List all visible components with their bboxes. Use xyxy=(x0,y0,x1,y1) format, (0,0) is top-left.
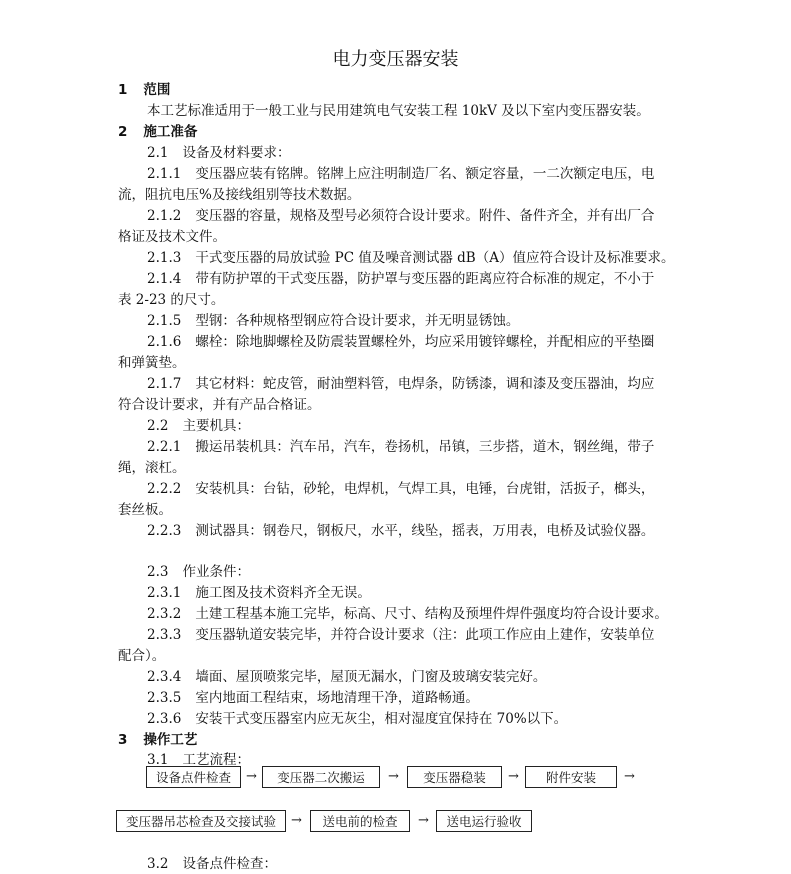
clause-2-1-7-line1 xyxy=(147,375,654,393)
subsection-2-1 xyxy=(147,144,290,162)
subsection-2-3 xyxy=(147,563,250,581)
clause-text: 设备点件检查： xyxy=(182,856,277,872)
section-2-heading xyxy=(118,123,197,141)
clause-text: 搬运吊装机具：汽车吊，汽车，卷扬机，吊镇，三步搭，道木，钢丝绳，带子 xyxy=(195,439,655,455)
clause-2-1-2-line1 xyxy=(147,207,654,225)
section-title: 施工准备 xyxy=(143,124,198,140)
clause-2-3-3-line1 xyxy=(147,626,654,644)
clause-number: 2.3.6 xyxy=(147,711,182,727)
clause-text: 墙面、屋顶喷浆完毕，屋顶无漏水，门窗及玻璃安装完好。 xyxy=(195,669,547,685)
clause-number: 2.1.6 xyxy=(147,334,182,350)
clause-number: 2.3.2 xyxy=(147,606,182,622)
clause-2-2-2-line2: 套丝板。 xyxy=(118,502,172,518)
clause-text: 变压器轨道安装完毕，并符合设计要求（注：此项工作应由上建作，安装单位 xyxy=(195,627,655,643)
clause-number: 2.3.1 xyxy=(147,585,182,601)
clause-number: 2.1.1 xyxy=(147,166,182,182)
clause-number: 3.1 xyxy=(147,752,169,768)
clause-2-1-5 xyxy=(147,312,519,330)
clause-2-1-4-line2: 表 2-23 的尺寸。 xyxy=(118,292,225,308)
clause-number: 3.2 xyxy=(147,856,169,872)
clause-text: 干式变压器的局放试验 PC 值及噪音测试器 dB（A）值应符合设计及标准要求。 xyxy=(195,250,675,266)
flow-arrow-icon: → xyxy=(388,769,399,784)
clause-text: 其它材料：蛇皮管，耐油塑料管，电焊条，防锈漆，调和漆及变压器油，均应 xyxy=(195,376,655,392)
clause-2-1-7-line2: 符合设计要求，并有产品合格证。 xyxy=(118,397,321,413)
clause-number: 2.3.5 xyxy=(147,690,182,706)
section-1-heading xyxy=(118,81,170,99)
clause-text: 安装机具：台钻，砂轮，电焊机，气焊工具，电锤，台虎钳，活扳子，榔头， xyxy=(195,481,655,497)
clause-2-3-1 xyxy=(147,584,371,602)
clause-2-3-5 xyxy=(147,689,479,707)
clause-text: 设备及材料要求： xyxy=(182,145,291,161)
clause-text: 螺栓：除地脚螺栓及防震装置螺栓外，均应采用镀锌螺栓，并配相应的平垫圈 xyxy=(195,334,655,350)
section-3-heading xyxy=(118,731,197,749)
clause-2-1-1-line2: 流，阻抗电压%及接线组别等技术数据。 xyxy=(118,187,361,203)
flow-arrow-icon: → xyxy=(418,813,429,828)
clause-2-2-1-line2: 绳，滚杠。 xyxy=(118,460,186,476)
clause-number: 2.2 xyxy=(147,418,169,434)
clause-number: 2.3 xyxy=(147,564,169,580)
section-number: 2 xyxy=(118,124,128,140)
flow-arrow-icon: → xyxy=(246,769,257,784)
flow-step-energize-acceptance: 送电运行验收 xyxy=(436,810,532,832)
clause-number: 2.1.2 xyxy=(147,208,182,224)
clause-2-3-4 xyxy=(147,668,546,686)
flow-step-accessory-install: 附件安装 xyxy=(525,766,617,788)
flow-arrow-icon: → xyxy=(624,769,635,784)
flow-step-equipment-check: 设备点件检查 xyxy=(146,766,241,788)
clause-text: 测试器具：钢卷尺，钢板尺，水平，线坠，摇表，万用表，电桥及试验仪器。 xyxy=(195,523,655,539)
flow-step-pre-energize-check: 送电前的检查 xyxy=(310,810,410,832)
clause-text: 室内地面工程结束，场地清理干净，道路畅通。 xyxy=(195,690,479,706)
clause-2-1-3 xyxy=(147,249,674,267)
clause-number: 2.1.4 xyxy=(147,271,182,287)
flow-step-core-inspection-test: 变压器吊芯检查及交接试验 xyxy=(116,810,286,832)
clause-text: 型钢：各种规格型钢应符合设计要求，并无明显锈蚀。 xyxy=(195,313,520,329)
clause-text: 主要机具： xyxy=(182,418,250,434)
clause-text: 施工图及技术资料齐全无误。 xyxy=(195,585,371,601)
subsection-2-2 xyxy=(147,417,250,435)
clause-text: 作业条件： xyxy=(182,564,250,580)
clause-text: 变压器的容量，规格及型号必须符合设计要求。附件、备件齐全，并有出厂合 xyxy=(195,208,655,224)
clause-2-1-6-line1 xyxy=(147,333,654,351)
clause-number: 2.3.3 xyxy=(147,627,182,643)
clause-2-3-3-line2: 配合）。 xyxy=(118,648,166,664)
section-number: 1 xyxy=(118,82,128,98)
clause-number: 2.2.2 xyxy=(147,481,182,497)
clause-2-3-6 xyxy=(147,710,567,728)
clause-number: 2.2.3 xyxy=(147,523,182,539)
section-title: 操作工艺 xyxy=(143,732,198,748)
flow-arrow-icon: → xyxy=(291,813,302,828)
clause-2-1-1-line1 xyxy=(147,165,654,183)
section-1-body: 本工艺标准适用于一般工业与民用建筑电气安装工程 10kV 及以下室内变压器安装。 xyxy=(147,103,650,119)
clause-number: 2.3.4 xyxy=(147,669,182,685)
document-title: 电力变压器安装 xyxy=(332,49,459,70)
clause-text: 安装干式变压器室内应无灰尘，相对湿度宜保持在 70%以下。 xyxy=(195,711,568,727)
clause-number: 2.1 xyxy=(147,145,169,161)
subsection-3-2 xyxy=(147,855,277,873)
flow-step-transformer-mounting: 变压器稳装 xyxy=(407,766,502,788)
clause-2-2-2-line1 xyxy=(147,480,654,498)
clause-2-2-3 xyxy=(147,522,654,540)
clause-2-1-4-line1 xyxy=(147,270,654,288)
clause-text: 变压器应装有铭牌。铭牌上应注明制造厂名、额定容量，一二次额定电压，电 xyxy=(195,166,655,182)
clause-number: 2.1.7 xyxy=(147,376,182,392)
flow-step-secondary-transport: 变压器二次搬运 xyxy=(262,766,380,788)
clause-number: 2.2.1 xyxy=(147,439,182,455)
clause-2-2-1-line1 xyxy=(147,438,654,456)
clause-2-1-2-line2: 格证及技术文件。 xyxy=(118,229,226,245)
clause-text: 土建工程基本施工完毕，标高、尺寸、结构及预埋件焊件强度均符合设计要求。 xyxy=(195,606,668,622)
flow-arrow-icon: → xyxy=(508,769,519,784)
clause-text: 带有防护罩的干式变压器，防护罩与变压器的距离应符合标准的规定，不小于 xyxy=(195,271,655,287)
clause-number: 2.1.5 xyxy=(147,313,182,329)
clause-text: 工艺流程： xyxy=(182,752,250,768)
clause-2-1-6-line2: 和弹簧垫。 xyxy=(118,355,186,371)
clause-number: 2.1.3 xyxy=(147,250,182,266)
section-title: 范围 xyxy=(143,82,171,98)
section-number: 3 xyxy=(118,732,128,748)
clause-2-3-2 xyxy=(147,605,668,623)
